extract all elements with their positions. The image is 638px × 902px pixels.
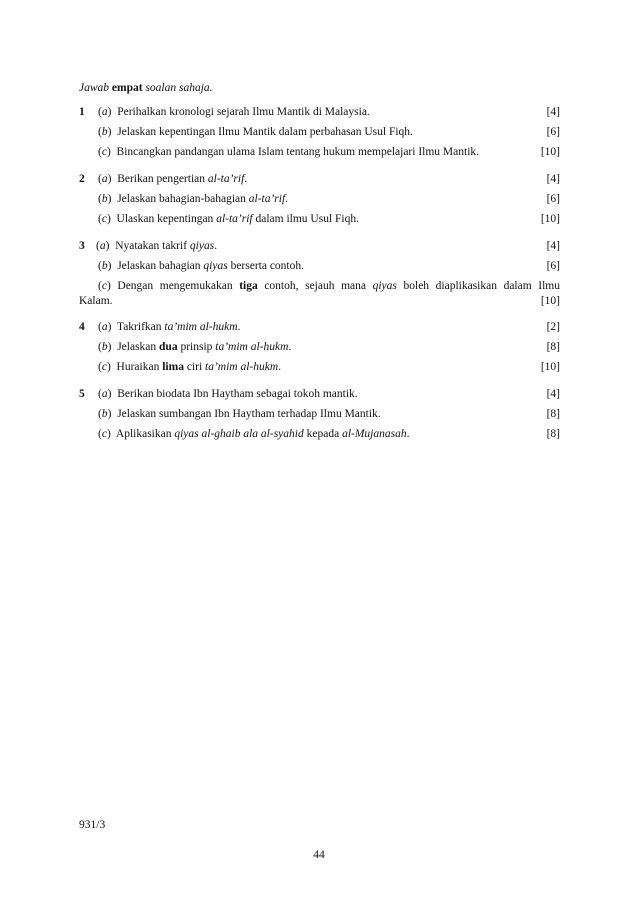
question-1-part-b bbox=[79, 125, 560, 139]
question-5-part-c bbox=[79, 427, 560, 441]
part-mark: [8] bbox=[546, 428, 560, 440]
question-2-part-b bbox=[79, 192, 560, 206]
question-number: 3 bbox=[79, 240, 85, 252]
text-segment: Dengan mengemukakan bbox=[117, 280, 233, 292]
italic-term: ta’mim al-hukm bbox=[205, 361, 279, 373]
part-body: (c) Aplikasikan qiyas al-ghaib ala al-syahid kepada al-Mujanasah. bbox=[98, 428, 410, 440]
text-segment: . bbox=[288, 341, 292, 353]
part-text: Bincangkan pandangan ulama Islam tentang hukum mempelajari Ilmu Mantik. bbox=[116, 146, 480, 158]
text-segment: dalam ilmu Usul Fiqh. bbox=[252, 213, 359, 225]
question-1-part-a bbox=[79, 105, 560, 119]
part-label: a bbox=[101, 173, 108, 185]
part-mark: [10] bbox=[540, 361, 560, 373]
question-number: 5 bbox=[79, 388, 85, 400]
question-1-part-c bbox=[79, 145, 560, 159]
part-body: (b) Jelaskan kepentingan Ilmu Mantik dalam perbahasan Usul Fiqh. bbox=[98, 126, 413, 138]
instruction bbox=[79, 81, 213, 95]
question-3-part-c-line-2 bbox=[79, 294, 560, 308]
question-3-part-b bbox=[79, 259, 560, 273]
part-label: b bbox=[101, 260, 108, 272]
part-body: (c) Ulaskan kepentingan al-ta’rif dalam ilmu Usul Fiqh. bbox=[98, 213, 359, 225]
question-5-part-a bbox=[79, 387, 560, 401]
part-mark: [2] bbox=[546, 321, 560, 333]
text-segment: . bbox=[278, 361, 282, 373]
text-segment: ciri bbox=[183, 361, 206, 373]
text-segment: Jelaskan bahagian bbox=[117, 260, 204, 272]
italic-term: al-Mujanasah bbox=[342, 428, 407, 440]
part-mark: [4] bbox=[546, 388, 560, 400]
italic-term: qiyas al-ghaib ala al-syahid bbox=[174, 428, 304, 440]
instruction-pre: Jawab bbox=[79, 82, 110, 94]
question-number: 1 bbox=[79, 106, 85, 118]
text-segment: Aplikasikan bbox=[115, 428, 175, 440]
question-3-part-c-line-1: (c) Dengan mengemukakan tiga contoh, sejauh mana qiyas boleh diaplikasikan dalam Ilmu bbox=[98, 280, 561, 292]
part-text-continuation: Kalam. bbox=[79, 295, 113, 307]
italic-term: al-ta’rif bbox=[216, 213, 253, 225]
part-mark: [10] bbox=[540, 146, 560, 158]
part-body: (a) Nyatakan takrif qiyas. bbox=[96, 240, 218, 252]
part-label: a bbox=[99, 240, 106, 252]
part-text: Jelaskan sumbangan Ibn Haytham terhadap Ilmu Mantik. bbox=[117, 408, 381, 420]
part-body: (a) Perihalkan kronologi sejarah Ilmu Mantik di Malaysia. bbox=[98, 106, 370, 118]
text-segment: . bbox=[406, 428, 410, 440]
italic-term: al-ta’rif bbox=[207, 173, 245, 185]
instruction-bold: empat bbox=[111, 82, 143, 94]
part-text bbox=[117, 260, 304, 272]
question-4-part-c bbox=[79, 360, 560, 374]
part-label: c bbox=[101, 146, 107, 158]
part-mark: [6] bbox=[546, 126, 560, 138]
text-segment: . bbox=[285, 193, 289, 205]
part-text bbox=[117, 361, 282, 373]
part-body: (c) Huraikan lima ciri ta’mim al-hukm. bbox=[98, 361, 282, 373]
part-body: (c) Bincangkan pandangan ulama Islam tentang hukum mempelajari Ilmu Mantik. bbox=[98, 146, 480, 158]
text-segment: Huraikan bbox=[116, 361, 163, 373]
text-segment: . bbox=[237, 321, 241, 333]
part-body: (a) Berikan biodata Ibn Haytham sebagai tokoh mantik. bbox=[98, 388, 358, 400]
part-text bbox=[117, 321, 240, 333]
part-text: Berikan biodata Ibn Haytham sebagai tokoh mantik. bbox=[117, 388, 358, 400]
question-4-part-a bbox=[79, 320, 560, 334]
part-mark: [10] bbox=[540, 213, 560, 225]
bold-term: dua bbox=[159, 341, 178, 353]
part-mark: [4] bbox=[546, 240, 560, 252]
part-body: (b) Jelaskan sumbangan Ibn Haytham terhadap Ilmu Mantik. bbox=[98, 408, 381, 420]
text-segment: Jelaskan bbox=[117, 341, 160, 353]
part-mark: [8] bbox=[546, 408, 560, 420]
italic-term: ta’mim al-hukm bbox=[164, 321, 238, 333]
text-segment: . bbox=[214, 240, 218, 252]
part-label: c bbox=[101, 213, 107, 225]
part-body: (b) Jelaskan bahagian-bahagian al-ta’rif. bbox=[98, 193, 289, 205]
text-segment: Jelaskan bahagian-bahagian bbox=[117, 193, 249, 205]
text-segment: Nyatakan takrif bbox=[115, 240, 190, 252]
part-label: a bbox=[101, 321, 108, 333]
part-text: Perihalkan kronologi sejarah Ilmu Mantik di Malaysia. bbox=[117, 106, 370, 118]
part-label: b bbox=[101, 126, 108, 138]
question-3-part-a bbox=[79, 239, 560, 253]
text-segment: Berikan pengertian bbox=[117, 173, 208, 185]
part-body: (a) Takrifkan ta’mim al-hukm. bbox=[98, 321, 241, 333]
question-2-part-c bbox=[79, 212, 560, 226]
italic-term: ta’mim al-hukm bbox=[215, 341, 289, 353]
part-label: a bbox=[101, 106, 108, 118]
part-text bbox=[115, 240, 217, 252]
part-label: b bbox=[101, 408, 108, 420]
italic-term: qiyas bbox=[203, 260, 228, 272]
part-mark: [4] bbox=[546, 173, 560, 185]
text-segment: kepada bbox=[303, 428, 343, 440]
part-label: c bbox=[101, 361, 107, 373]
bold-term: lima bbox=[162, 361, 184, 373]
text-segment: contoh, sejauh mana bbox=[264, 280, 366, 292]
part-mark: [8] bbox=[546, 341, 560, 353]
question-number: 2 bbox=[79, 173, 85, 185]
question-number: 4 bbox=[79, 321, 85, 333]
part-label: c bbox=[101, 280, 107, 292]
text-segment: Ulaskan kepentingan bbox=[116, 213, 217, 225]
part-text bbox=[117, 213, 359, 225]
question-5-part-b bbox=[79, 407, 560, 421]
part-label: c bbox=[101, 428, 107, 440]
italic-term: qiyas bbox=[189, 240, 215, 252]
part-text bbox=[117, 341, 291, 353]
question-4-part-b bbox=[79, 340, 560, 354]
part-text: Jelaskan kepentingan Ilmu Mantik dalam perbahasan Usul Fiqh. bbox=[117, 126, 413, 138]
italic-term: qiyas bbox=[372, 280, 397, 292]
part-body: (b) Jelaskan dua prinsip ta’mim al-hukm. bbox=[98, 341, 292, 353]
part-text bbox=[117, 173, 247, 185]
text-segment: prinsip bbox=[177, 341, 216, 353]
text-segment: berserta contoh. bbox=[227, 260, 305, 272]
italic-term: al-ta’rif bbox=[248, 193, 286, 205]
part-body: (b) Jelaskan bahagian qiyas berserta contoh. bbox=[98, 260, 305, 272]
part-text bbox=[116, 428, 410, 440]
part-mark: [6] bbox=[546, 260, 560, 272]
text-segment: Takrifkan bbox=[116, 321, 165, 333]
paper-code: 931/3 bbox=[79, 819, 106, 831]
page-number: 44 bbox=[313, 849, 325, 861]
part-body: (a) Berikan pengertian al-ta’rif. bbox=[98, 173, 248, 185]
part-mark: [6] bbox=[546, 193, 560, 205]
part-mark: [10] bbox=[540, 295, 560, 307]
part-label: b bbox=[101, 341, 108, 353]
part-label: a bbox=[101, 388, 108, 400]
instruction-post: soalan sahaja. bbox=[145, 82, 213, 94]
part-mark: [4] bbox=[546, 106, 560, 118]
text-segment: . bbox=[244, 173, 248, 185]
text-segment: boleh diaplikasikan dalam Ilmu bbox=[403, 280, 561, 292]
part-text bbox=[117, 193, 288, 205]
bold-term: tiga bbox=[239, 280, 258, 292]
question-2-part-a bbox=[79, 172, 560, 186]
part-label: b bbox=[101, 193, 108, 205]
